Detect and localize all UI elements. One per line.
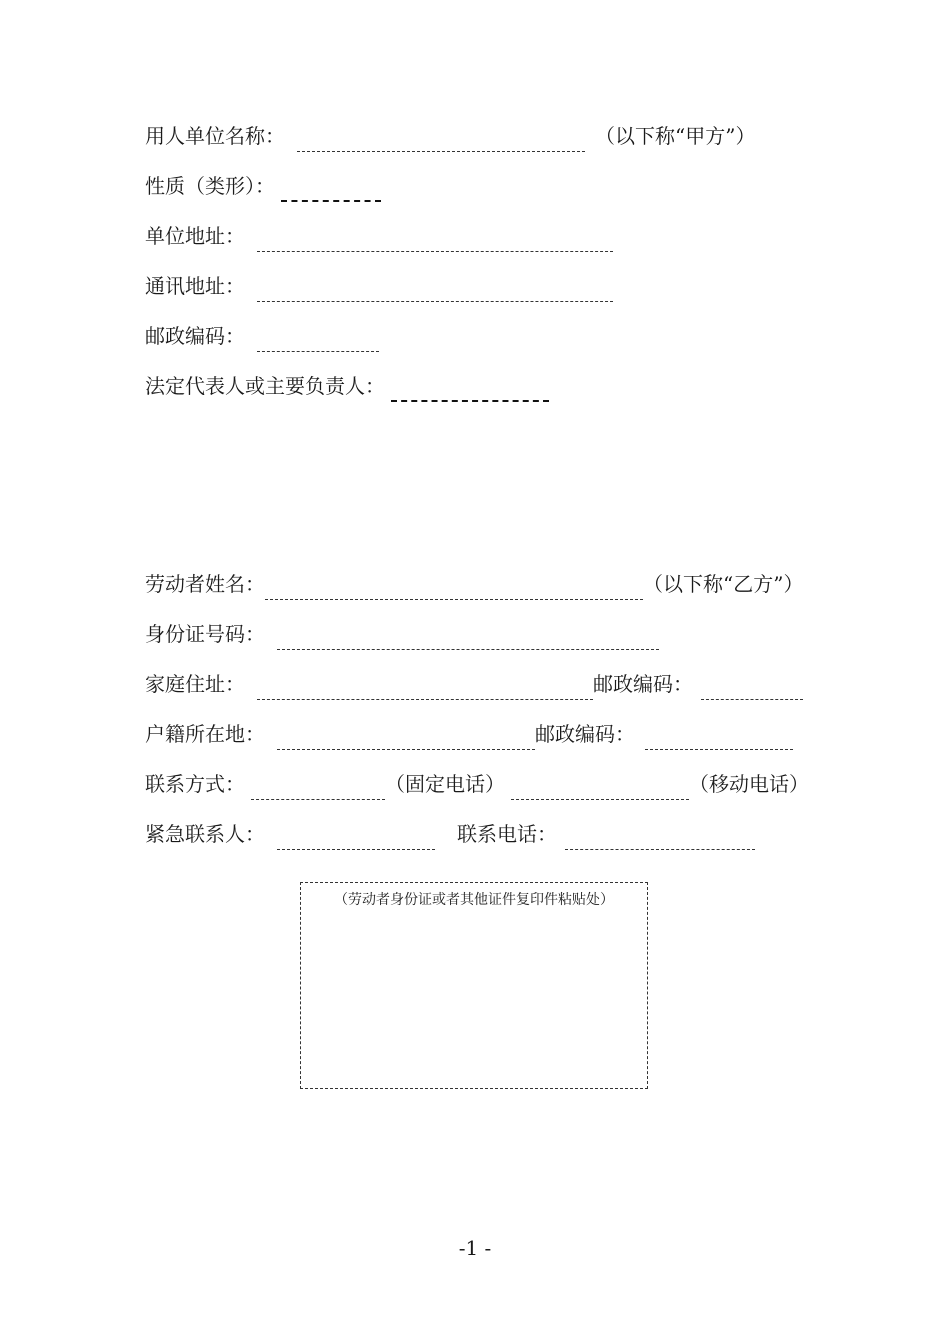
employer-name-row [145, 118, 755, 152]
employee-name-suffix: （以下称“乙方”） [643, 572, 804, 596]
employee-household-row [145, 716, 793, 750]
employee-emergency-phone-field[interactable] [565, 849, 755, 850]
employee-mobile-suffix: （移动电话） [689, 772, 809, 796]
employer-name-field[interactable] [297, 151, 585, 152]
employee-emergency-phone-label: 联系电话： [457, 822, 557, 846]
employee-home-address-label: 家庭住址： [145, 672, 245, 696]
employee-landline-field[interactable] [251, 799, 385, 800]
employer-nature-field[interactable] [281, 200, 381, 202]
employee-name-field[interactable] [265, 599, 643, 600]
employer-legal-rep-field[interactable] [391, 400, 549, 402]
employee-home-address-field[interactable] [257, 699, 593, 700]
employee-household-label: 户籍所在地： [145, 722, 265, 746]
employee-emergency-contact-label: 紧急联系人： [145, 822, 265, 846]
employee-id-row [145, 616, 659, 650]
employer-address-field[interactable] [257, 251, 613, 252]
employee-id-field[interactable] [277, 649, 659, 650]
employer-address-label: 单位地址： [145, 224, 245, 248]
id-copy-paste-caption: （劳动者身份证或者其他证件复印件粘贴处） [334, 892, 614, 908]
employee-home-row [145, 666, 803, 700]
employee-name-label: 劳动者姓名： [145, 572, 265, 596]
employer-nature-row [145, 168, 381, 202]
employer-postcode-field[interactable] [257, 351, 379, 352]
employer-name-label: 用人单位名称： [145, 124, 285, 148]
employer-address-row [145, 218, 613, 252]
employee-name-row [145, 566, 803, 600]
employer-mail-address-label: 通讯地址： [145, 274, 245, 298]
employee-landline-suffix: （固定电话） [385, 772, 505, 796]
employee-emergency-row [145, 816, 755, 850]
employer-legal-rep-row [145, 368, 549, 402]
employer-postcode-label: 邮政编码： [145, 324, 245, 348]
employer-nature-label: 性质（类形）： [145, 174, 275, 198]
employer-legal-rep-label: 法定代表人或主要负责人： [145, 374, 385, 398]
id-copy-paste-box [300, 882, 648, 1089]
employer-postcode-row [145, 318, 379, 352]
employee-emergency-contact-field[interactable] [277, 849, 435, 850]
employee-home-postcode-field[interactable] [701, 699, 803, 700]
page-number: -1 - [458, 1236, 492, 1260]
employee-mobile-field[interactable] [511, 799, 689, 800]
employee-household-postcode-field[interactable] [645, 749, 793, 750]
employee-household-postcode-label: 邮政编码： [535, 722, 635, 746]
employer-name-suffix: （以下称“甲方”） [595, 124, 756, 148]
employee-contact-label: 联系方式： [145, 772, 245, 796]
employee-contact-row [145, 766, 809, 800]
employee-household-field[interactable] [277, 749, 535, 750]
employer-mail-address-row [145, 268, 613, 302]
employee-home-postcode-label: 邮政编码： [593, 672, 693, 696]
employee-id-label: 身份证号码： [145, 622, 265, 646]
employer-mail-address-field[interactable] [257, 301, 613, 302]
